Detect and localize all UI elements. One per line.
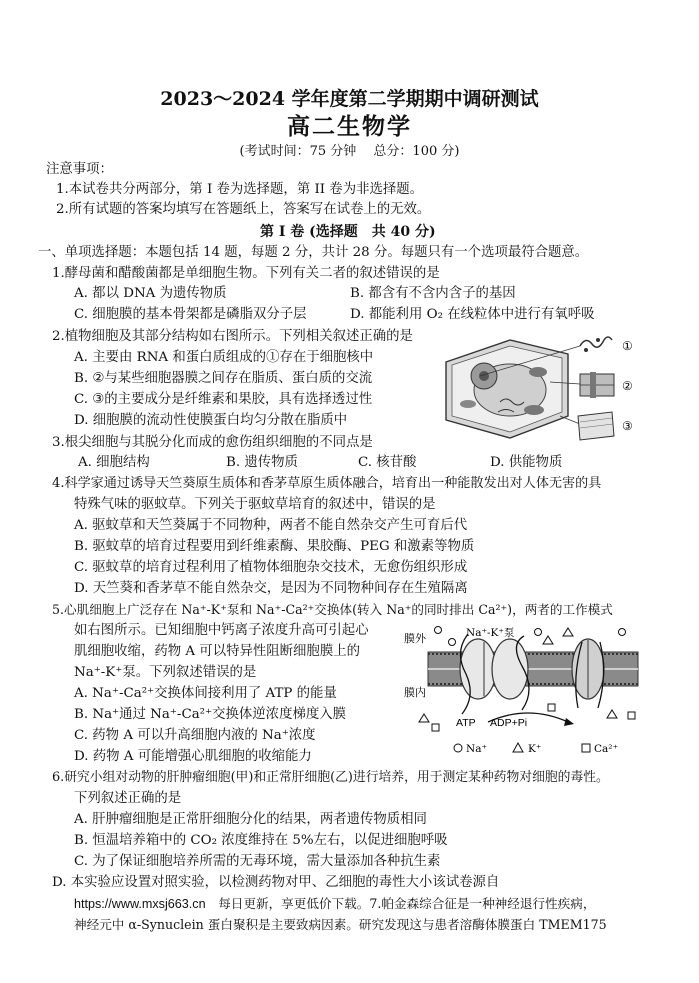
note-item-2: 2.所有试题的答案均填写在答题纸上，答案写在试卷上的无效。 (56, 202, 431, 217)
figure-legend (454, 743, 618, 755)
fig-pump-label: Na⁺-K⁺泵 (466, 627, 515, 639)
source-link[interactable]: https://www.mxsj663.cn (74, 897, 206, 911)
q6-option-d: D. 本实验应设置对照实验，以检测药物对甲、乙细胞的毒性大小该试卷源自 (52, 875, 500, 890)
legend-na-symbol (454, 744, 462, 752)
plant-cell-figure (440, 332, 635, 444)
note-item-1: 1.本试卷共分两部分，第 I 卷为选择题，第 II 卷为非选择题。 (56, 182, 424, 197)
q1-option-c: C. 细胞膜的基本骨架都是磷脂双分子层 (74, 307, 307, 322)
footer-line-2: 神经元中 α-Synuclein 蛋白聚积是主要致病因素。研究发现这与患者溶酶体膜蛋白 TMEM175 (74, 917, 607, 932)
footer-line-1-text: 每日更新，享更低价下载。7.帕金森综合征是一种神经退行性疾病， (205, 896, 596, 911)
fig-label-2: ② (622, 379, 633, 393)
q5-stem-line1: 5.心肌细胞上广泛存在 Na⁺-K⁺泵和 Na⁺-Ca²⁺交换体(转入 Na⁺的同时排出 Ca²⁺)，两者的工作模式 (52, 602, 613, 617)
cell-wall-detail (578, 412, 614, 440)
q2-option-b: B. ②与某些细胞器膜之间存在脂质、蛋白质的交流 (74, 371, 373, 386)
exam-title: 2023～2024 学年度第二学期期中调研测试 (160, 88, 539, 110)
fig-adp-label: ADP+Pi (490, 717, 528, 729)
q5-stem-line4: Na⁺-K⁺泵。下列叙述错误的是 (74, 665, 257, 680)
legend-ca-symbol (582, 744, 590, 752)
q6-option-a: A. 肝肿瘤细胞是正常肝细胞分化的结果，两者遗传物质相同 (74, 812, 427, 827)
section-instruction-text: 一、单项选择题：本题包括 14 题，每题 2 分，共计 28 分。每题只有一个选项最符合题意。 (38, 245, 589, 260)
q3-stem: 3.根尖细胞与其脱分化而成的愈伤组织细胞的不同点是 (52, 435, 373, 450)
q1-option-d: D. 都能利用 O₂ 在线粒体中进行有氧呼吸 (350, 307, 595, 322)
membrane-transport-figure (398, 614, 660, 760)
q6-option-b: B. 恒温培养箱中的 CO₂ 浓度维持在 5%左右，以促进细胞呼吸 (74, 833, 448, 848)
q6-option-c: C. 为了保证细胞培养所需的无毒环境，需大量添加各种抗生素 (74, 854, 441, 869)
q4-option-d: D. 天竺葵和香茅草不能自然杂交，是因为不同物种间存在生殖隔离 (74, 581, 468, 596)
chromatin-detail (580, 337, 612, 352)
q6-stem-line1: 6.研究小组对动物的肝肿瘤细胞(甲)和正常肝细胞(乙)进行培养，用于测定某种药物对细胞的毒性。 (52, 770, 609, 785)
q5-option-a: A. Na⁺-Ca²⁺交换体间接利用了 ATP 的能量 (74, 686, 337, 701)
q2-option-d: D. 细胞膜的流动性使膜蛋白均匀分散在脂质中 (74, 413, 348, 428)
section-instruction (38, 243, 588, 263)
q5-stem-line3: 肌细胞收缩，药物 A 可以特异性阻断细胞膜上的 (74, 644, 360, 659)
q6-stem-line2: 下列叙述正确的是 (74, 791, 182, 806)
footer-line-1 (74, 894, 595, 914)
fig-outside-label: 膜外 (404, 632, 426, 645)
q4-option-a: A. 驱蚊草和天竺葵属于不同物种，两者不能自然杂交产生可育后代 (74, 518, 468, 533)
legend-k-symbol (513, 743, 523, 752)
plant-cell-drawing (446, 340, 580, 438)
legend-ca-label: Ca²⁺ (594, 743, 619, 755)
q4-stem-line1: 4.科学家通过诱导天竺葵原生质体和香茅草原生质体融合，培育出一种能散发出对人体无害的具 (52, 476, 602, 491)
q3-option-a: A. 细胞结构 (78, 455, 150, 470)
q3-option-d: D. 供能物质 (490, 455, 563, 470)
q4-option-c: C. 驱蚊草的培育过程利用了植物体细胞杂交技术，无愈伤组织形成 (74, 560, 468, 575)
q5-option-b: B. Na⁺通过 Na⁺-Ca²⁺交换体逆浓度梯度入膜 (74, 707, 347, 722)
section-title: 第 I 卷 (选择题 共 40 分) (260, 224, 436, 240)
exam-info: (考试时间：75 分钟 总分：100 分) (239, 144, 460, 159)
q5-stem-line2: 如右图所示。已知细胞中钙离子浓度升高可引起心 (74, 623, 369, 638)
q4-stem-line2: 特殊气味的驱蚊草。下列关于驱蚊草培育的叙述中，错误的是 (74, 497, 436, 512)
q3-option-b: B. 遗传物质 (226, 455, 298, 470)
fig-label-1: ① (622, 339, 633, 353)
q2-option-c: C. ③的主要成分是纤维素和果胶，具有选择透过性 (74, 392, 373, 407)
q1-stem: 1.酵母菌和醋酸菌都是单细胞生物。下列有关二者的叙述错误的是 (52, 266, 440, 281)
q4-option-b: B. 驱蚊草的培育过程要用到纤维素酶、果胶酶、PEG 和激素等物质 (74, 539, 475, 554)
fig-atp-label: ATP (456, 717, 476, 729)
q2-stem: 2.植物细胞及其部分结构如右图所示。下列相关叙述正确的是 (52, 329, 413, 344)
fig-inside-label: 膜内 (404, 686, 426, 699)
q3-option-c: C. 核苷酸 (358, 455, 417, 470)
membrane-detail (580, 372, 614, 398)
q5-option-d: D. 药物 A 可能增强心肌细胞的收缩能力 (74, 749, 312, 764)
subject-title: 高二生物学 (287, 113, 412, 140)
fig-label-3: ③ (622, 419, 633, 433)
q1-option-a: A. 都以 DNA 为遗传物质 (74, 286, 227, 301)
legend-k-label: K⁺ (528, 743, 542, 755)
notes-heading: 注意事项： (46, 162, 113, 177)
legend-na-label: Na⁺ (466, 743, 487, 755)
q2-option-a: A. 主要由 RNA 和蛋白质组成的①存在于细胞核中 (74, 350, 374, 365)
q5-option-c: C. 药物 A 可以升高细胞内液的 Na⁺浓度 (74, 728, 316, 743)
q1-option-b: B. 都含有不含内含子的基因 (350, 286, 516, 301)
